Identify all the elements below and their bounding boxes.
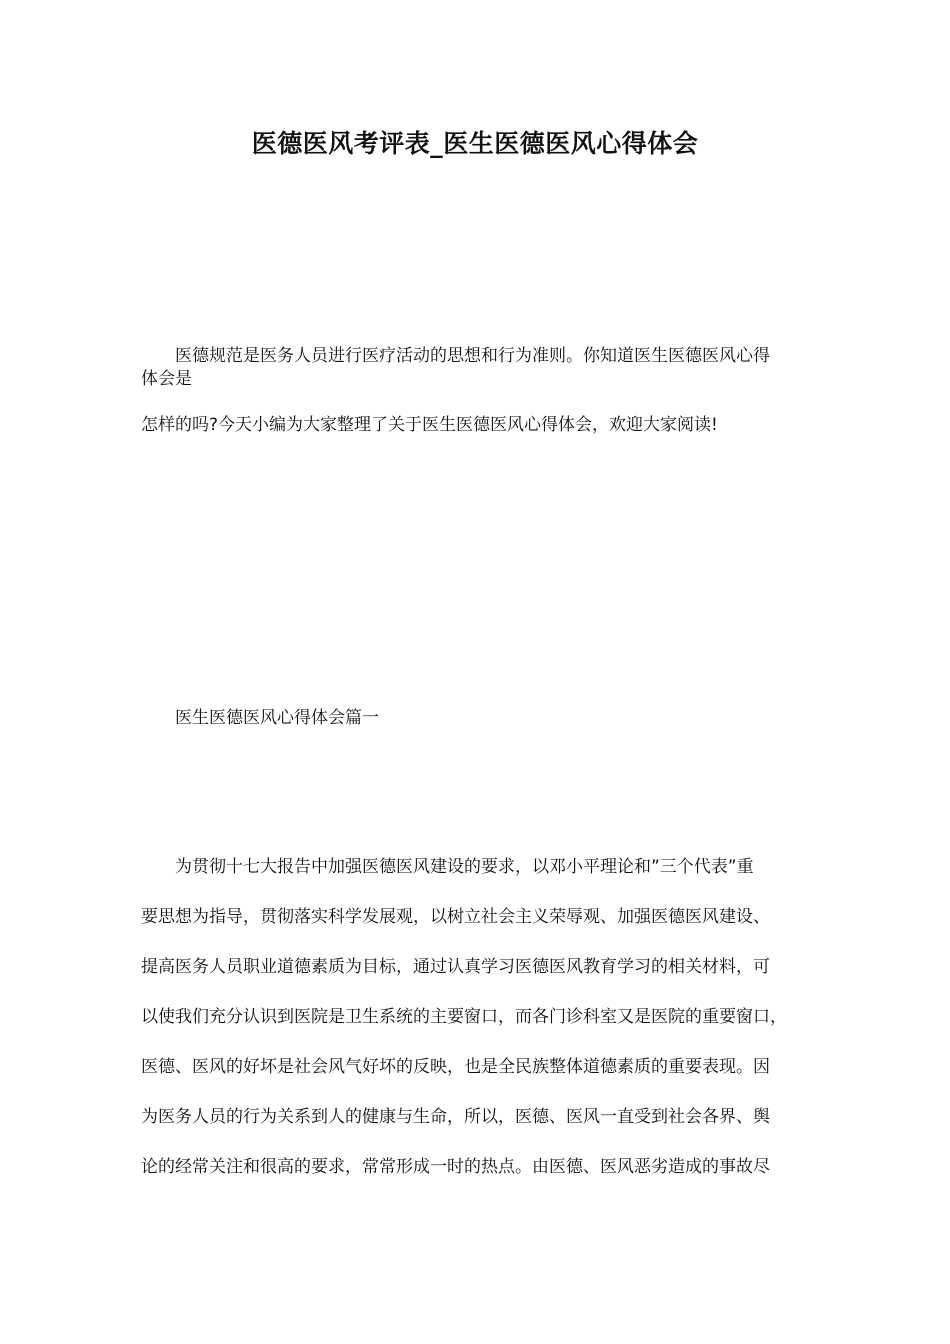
intro-line: 医德规范是医务人员进行医疗活动的思想和行为准则。你知道医生医德医风心得 xyxy=(175,346,770,366)
body-line: 为贯彻十七大报告中加强医德医风建设的要求，以邓小平理论和”三个代表”重 xyxy=(175,857,754,877)
section-heading: 医生医德医风心得体会篇一 xyxy=(175,708,379,728)
body-line: 为医务人员的行为关系到人的健康与生命，所以，医德、医风一直受到社会各界、舆 xyxy=(141,1107,770,1127)
body-line: 要思想为指导，贯彻落实科学发展观，以树立社会主义荣辱观、加强医德医风建设、 xyxy=(141,907,770,927)
body-line: 提高医务人员职业道德素质为目标，通过认真学习医德医风教育学习的相关材料，可 xyxy=(141,957,770,977)
intro-line: 怎样的吗?今天小编为大家整理了关于医生医德医风心得体会，欢迎大家阅读! xyxy=(141,415,718,435)
intro-line: 体会是 xyxy=(141,369,192,389)
body-line: 以使我们充分认识到医院是卫生系统的主要窗口，而各门诊科室又是医院的重要窗口， xyxy=(141,1007,787,1027)
page-title: 医德医风考评表_医生医德医风心得体会 xyxy=(251,129,699,158)
body-line: 论的经常关注和很高的要求，常常形成一时的热点。由医德、医风恶劣造成的事故尽 xyxy=(141,1157,770,1177)
body-line: 医德、医风的好坏是社会风气好坏的反映，也是全民族整体道德素质的重要表现。因 xyxy=(141,1057,770,1077)
